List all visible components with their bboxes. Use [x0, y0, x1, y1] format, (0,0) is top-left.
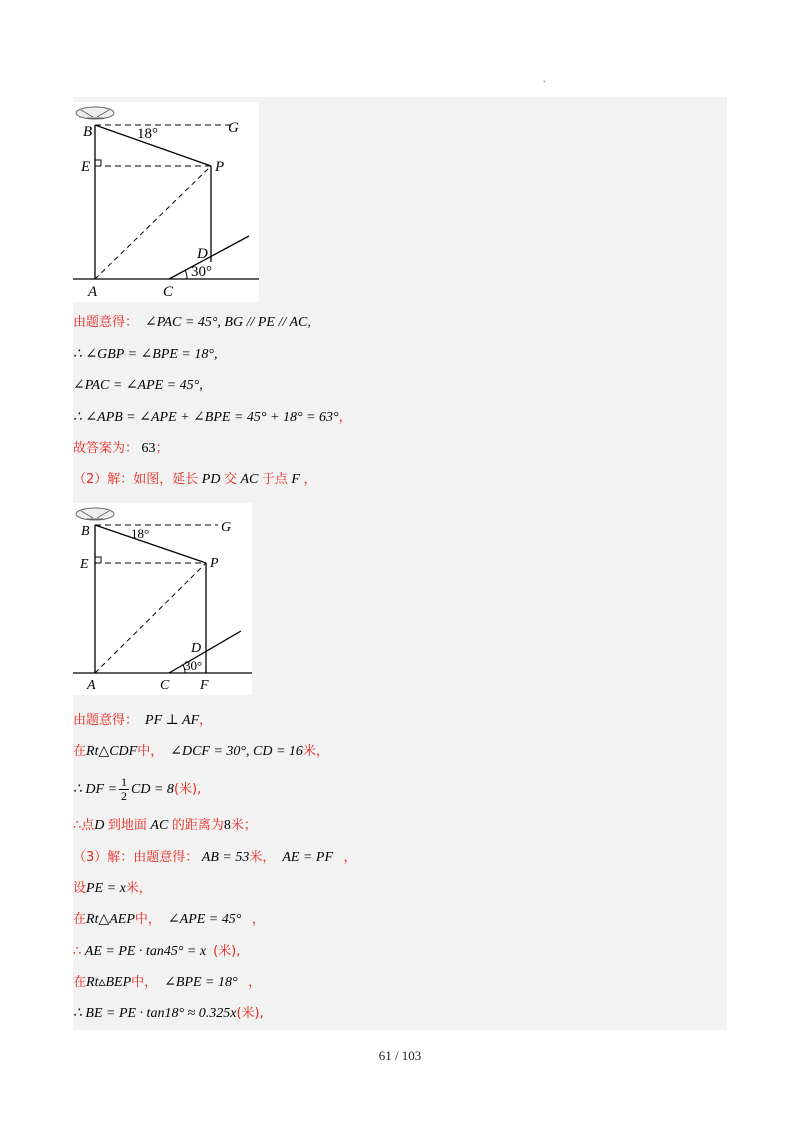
- label-g: G: [228, 120, 239, 136]
- page-marker: .: [543, 74, 546, 85]
- angle-label-18: 18°: [137, 126, 158, 142]
- figure-2-svg: [73, 503, 252, 695]
- drone-icon: [76, 107, 114, 119]
- line-7: 由题意得： PF ⊥ AF，: [73, 713, 213, 728]
- line-ap: [95, 563, 206, 673]
- line-ap: [95, 166, 211, 279]
- label-p: P: [215, 159, 225, 175]
- label-e: E: [81, 159, 91, 175]
- angle-label-18: 18°: [131, 526, 150, 541]
- line-14: ∴ AE = PE · tan45° = x (米),: [73, 944, 241, 959]
- label-c: C: [163, 284, 174, 300]
- angle-arc: [185, 270, 187, 279]
- label-p: P: [210, 556, 219, 571]
- label-f: F: [200, 678, 209, 693]
- angle-label-30: 30°: [184, 658, 203, 673]
- solution-panel: [73, 97, 727, 1030]
- fraction-half: $\frac{1}{2}$: [121, 775, 128, 804]
- line-3: ∠PAC = ∠APE = 45°,: [73, 378, 203, 393]
- label-b: B: [81, 524, 90, 539]
- label-b: B: [83, 124, 93, 140]
- angle-label-30: 30°: [191, 264, 212, 280]
- line-13: 在Rt△AEP中， ∠APE = 45° ，: [73, 912, 265, 927]
- drone-icon: [76, 508, 114, 520]
- line-10: ∴点D 到地面 AC 的距离为8米；: [73, 818, 257, 833]
- line-15: 在Rt▵BEP中， ∠BPE = 18° ，: [73, 975, 262, 990]
- label-c: C: [160, 678, 170, 693]
- slope-line: [169, 631, 241, 673]
- label-g: G: [221, 520, 232, 535]
- geometry-figure-2: [73, 503, 252, 695]
- line-12: 设PE = x米，: [73, 881, 152, 896]
- line-4: ∴ ∠APB = ∠APE + ∠BPE = 45° + 18° = 63°，: [73, 410, 352, 425]
- line-1: 由题意得： ∠PAC = 45°, BG // PE // AC,: [73, 315, 311, 330]
- line-8: 在Rt△CDF中， ∠DCF = 30°, CD = 16米，: [73, 744, 329, 759]
- line-16: ∴ BE = PE · tan18° ≈ 0.325x(米),: [73, 1006, 264, 1021]
- label-d: D: [197, 246, 208, 262]
- line-2: ∴ ∠GBP = ∠BPE = 18°,: [73, 347, 218, 362]
- line-9: ∴ DF = $\frac{1}{2}$ CD = 8(米),: [73, 775, 202, 804]
- figure-1-svg: [73, 102, 259, 302]
- line-bp: [95, 525, 206, 563]
- line-6: （2）解：如图，延长 PD 交 AC 于点 F ，: [73, 472, 317, 487]
- right-angle-mark: [95, 557, 101, 563]
- label-e: E: [80, 557, 89, 572]
- page-number: 61 / 103: [378, 1048, 422, 1063]
- line-5: 故答案为： 63；: [73, 441, 169, 456]
- label-a: A: [88, 284, 98, 300]
- line-11: （3）解：由题意得： AB = 53米， AE = PF ，: [73, 850, 357, 865]
- right-angle-mark: [95, 160, 101, 166]
- geometry-figure-1: [73, 102, 259, 302]
- label-a: A: [87, 678, 96, 693]
- label-d: D: [191, 641, 202, 656]
